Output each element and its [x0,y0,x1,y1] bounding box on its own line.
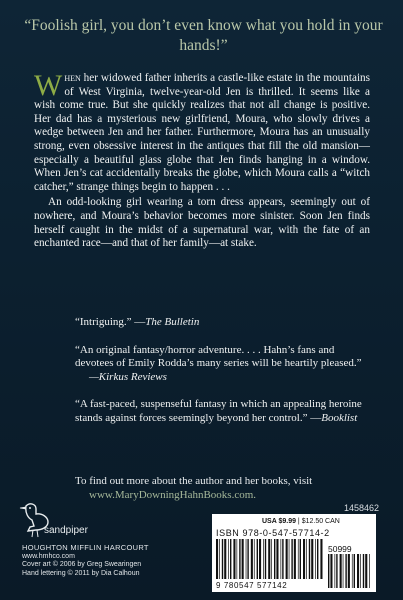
review-quotes [75,316,363,439]
supplement-barcode [328,554,372,588]
book-blurb [34,69,370,251]
more-info-text: To find out more about the author and her books, visit [75,475,313,487]
lettering-credit: Hand lettering © 2011 by Dia Calhoun [22,569,140,577]
review-source: The Bulletin [145,316,200,328]
logo-wordmark: sandpiper [44,525,88,536]
isbn-label: ISBN 978-0-547-57714-2 [216,528,330,538]
ean-barcode [216,539,324,581]
sandpiper-bird-icon [18,500,98,540]
author-website-link[interactable]: www.MaryDowningHahnBooks.com. [89,488,257,501]
tagline-quote: “Foolish girl, you don’t even know what you hold in your hands!” [24,17,383,54]
review-quote [75,316,363,330]
cover-art-credit: Cover art © 2006 by Greg Swearingen [22,561,142,568]
blurb-paragraph-1 [34,69,370,194]
review-quote [75,398,363,425]
review-text: “A fast-paced, suspenseful fantasy in which an appealing heroine stands against forces seemingly beyond her control.” — [75,398,362,424]
blurb-lead: hen [64,72,81,84]
publisher-name: HOUGHTON MIFFLIN HARCOURT [22,543,149,552]
barcode-box [212,514,376,592]
sandpiper-logo [18,500,98,540]
review-source: —Kirkus Reviews [89,370,167,383]
blurb-text-1: her widowed father inherits a castle-like estate in the mountains of West Virginia, twelve-year-old Jen is thrilled. It seems like a wish come true. But she quickly realizes that not all change is positive. Her dad has a mysterious new girlfriend, Moura, who slowly drives a wedge between Jen and her father. Furthermore, Moura has an unusually strong, even obsessive interest in the antiques that fill the old mansion—especially a beautiful glass globe that Jen finds hanging in a window. When Jen’s cat accidentally breaks the globe, which Moura calls a “witch catcher,” strange things begin to happen . . . [34,72,370,193]
ean-number: 9 780547 577142 [216,581,288,590]
supplement-number: 50999 [328,544,352,554]
review-text: “An original fantasy/horror adventure. . . . Hahn’s fans and devotees of Emily Rodda’s many series will be heartily pleased.” [75,343,362,369]
price-label: USA $9.99 | $12.50 CAN [262,518,340,525]
review-text: “Intriguing.” — [75,316,146,328]
more-info [75,475,383,502]
review-source: Booklist [321,411,358,424]
catalog-number: 1458462 [343,503,379,513]
review-quote [75,344,363,385]
drop-cap: W [34,69,63,102]
blurb-paragraph-2: An odd-looking girl wearing a torn dress appears, seemingly out of nowhere, and Moura’s behavior becomes more sinister. Soon Jen finds herself caught in the midst of a supernatural war, with the fate of an enchanted race—and that of her family—at stake. [34,196,370,250]
publisher-url: www.hmhco.com [22,552,75,560]
publisher-info [22,544,149,578]
